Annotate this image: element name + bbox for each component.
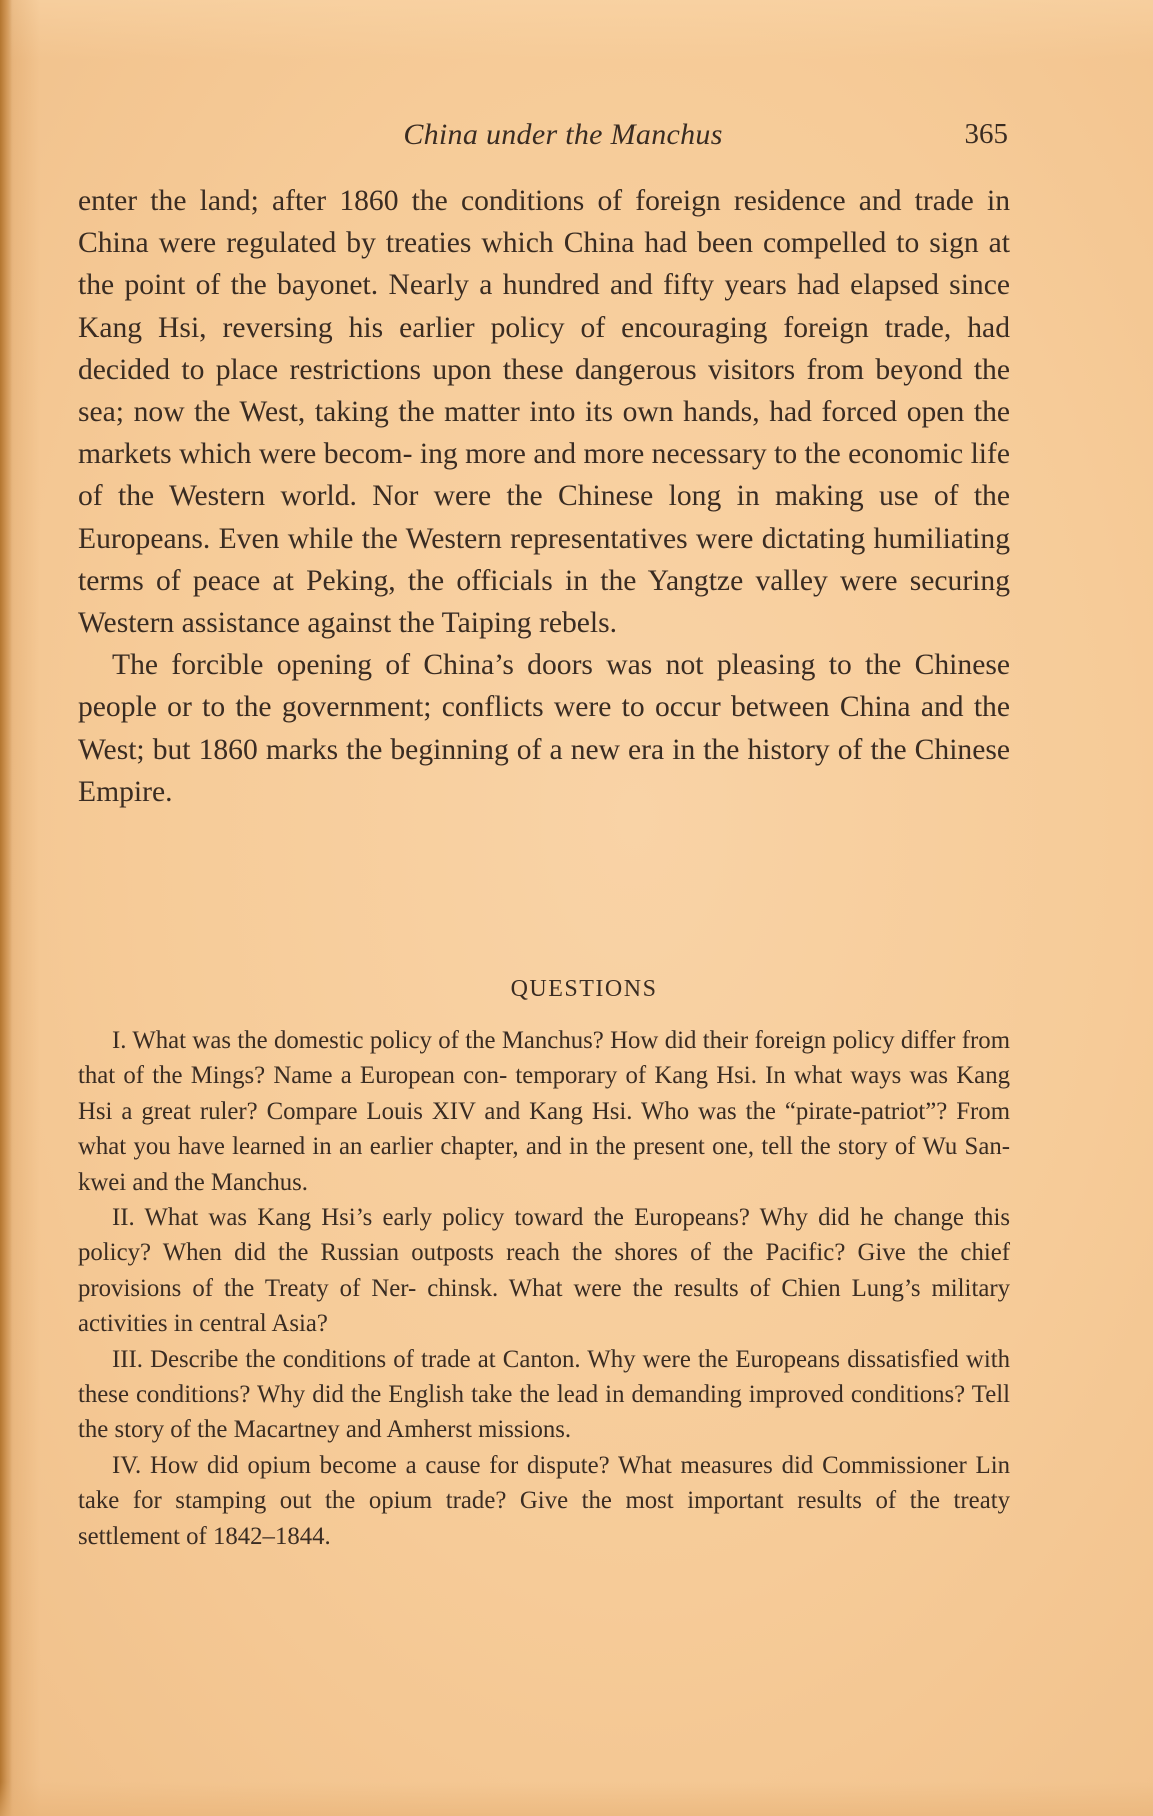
- page-header: [78, 118, 1008, 158]
- question-item-2: II. What was Kang Hsi’s early policy toward the Europeans? Why did he change this policy? When did the Russian outposts reach the shores of the Pacific? Give the chief provisions of the Treaty of Ner- chinsk. What were the results of Chien Lung’s military activities in central Asia?: [78, 1204, 1010, 1338]
- question-item-3: III. Describe the conditions of trade at Canton. Why were the Europeans dissatisfied with these conditions? Why did the English take the lead in demanding improved conditions? Tell the story of the Macartney and Amherst missions.: [78, 1345, 1010, 1444]
- page-spine-shadow: [0, 0, 12, 1816]
- question-item-1: I. What was the domestic policy of the Manchus? How did their foreign policy differ from that of the Mings? Name a European con- temporary of Kang Hsi. In what ways was Kang Hsi a great ruler? Compare Louis XIV and Kang Hsi. Who was the “pirate-patriot”? From what you have learned in an earlier chapter, and in the present one, tell the story of Wu San-kwei and the Manchus.: [78, 1027, 1010, 1196]
- body-paragraph-2: The forcible opening of China’s doors was not pleasing to the Chinese people or to the government; conflicts were to occur between China and the West; but 1860 marks the beginning of a new era in the history of the Chinese Empire.: [78, 649, 1010, 808]
- page-bottom-edge: [0, 1782, 1153, 1816]
- questions-heading: QUESTIONS: [510, 976, 658, 1002]
- body-text: [78, 180, 1010, 813]
- page-number: 365: [964, 118, 1008, 150]
- questions-list: [78, 1023, 1010, 1554]
- running-head: China under the Manchus: [403, 118, 723, 151]
- body-paragraph-1: enter the land; after 1860 the conditions of foreign residence and trade in China were regulated by treaties which China had been compelled to sign at the point of the bayonet. Nearly a hundred and fifty years had elapsed since Kang Hsi, reversing his earlier policy of encouraging foreign trade, had decided to place restrictions upon these dangerous visitors from beyond the sea; now the West, taking the matter into its own hands, had forced open the markets which were becom- ing more and more necessary to the economic life of the Western world. Nor were the Chinese long in making use of the Europeans. Even while the Western representatives were dictating humiliating terms of peace at Peking, the officials in the Yangtze valley were securing Western assistance against the Taiping rebels.: [78, 185, 1010, 640]
- question-item-4: IV. How did opium become a cause for dispute? What measures did Commissioner Lin take for stamping out the opium trade? Give the most important results of the treaty settlement of 1842–1844.: [78, 1451, 1010, 1550]
